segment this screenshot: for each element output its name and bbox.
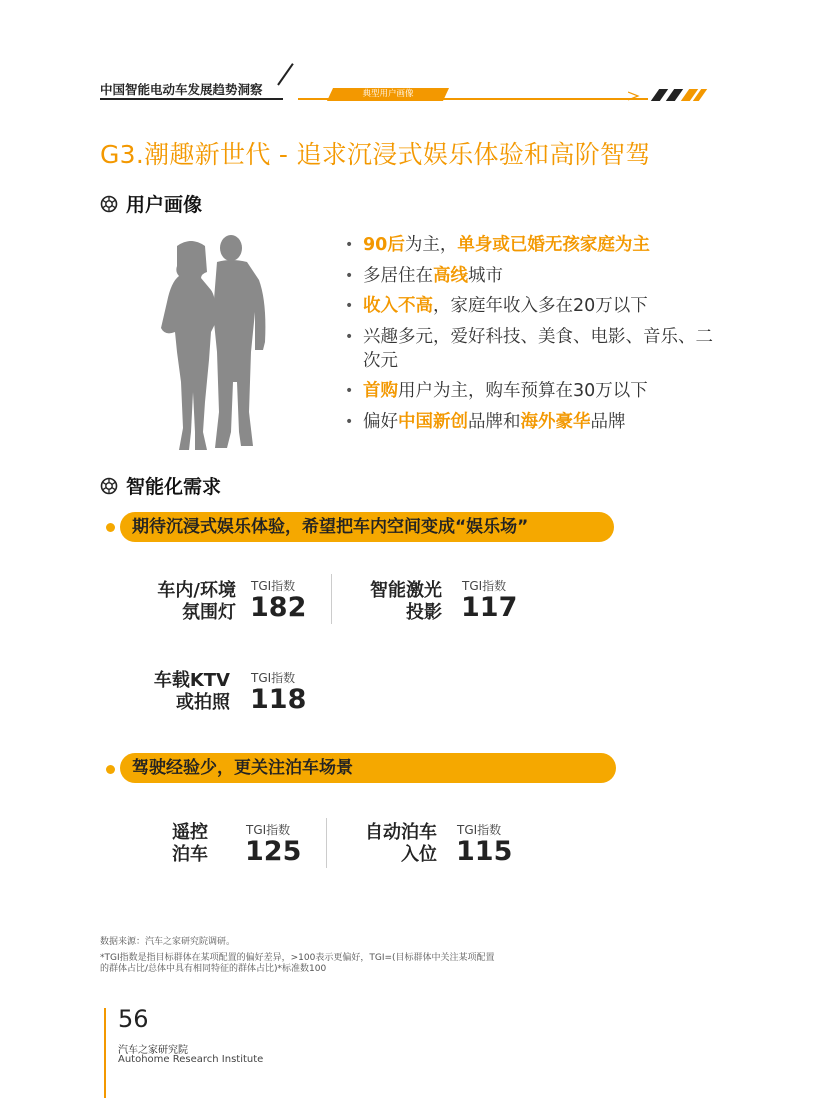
feature-label-line: 遥控 [172,822,208,843]
feature-label-line: 自动泊车 [365,822,437,843]
header-rule-slash [277,63,294,85]
tgi-value: 117 [461,592,518,623]
report-title: 中国智能电动车发展趋势洞察 [100,82,263,97]
feature-label [340,580,442,624]
tgi-caption: TGI指数 [246,823,291,837]
list-item [343,410,723,434]
feature-label-line: 车内/环境 [157,580,236,601]
feature-label-line: 泊车 [172,844,208,865]
bullet-text: 城市 [468,265,503,286]
section-heading-persona [100,190,202,217]
feature-label-line: 或拍照 [176,692,230,713]
need-pill-label: 驾驶经验少，更关注泊车场景 [132,758,353,778]
section-heading-label: 智能化需求 [126,476,222,498]
feature-label-line: 入位 [401,844,437,865]
feature-label-line: 智能激光 [370,580,442,601]
tgi-definition-note: 的群体占比/总体中具有相同特征的群体占比)*标准数100 [100,964,327,974]
bullet-text: 多居住在 [363,265,433,286]
tgi-value: 182 [250,592,307,623]
aperture-icon [100,195,118,213]
bullet-text: 兴趣多元，爱好科技、美食、电影、音乐、二次元 [363,326,713,371]
tgi-definition-note: *TGI指数是指目标群体在某项配置的偏好差异，>100表示更偏好，TGI=(目标群体中关注某项配置 [100,953,495,963]
feature-label [130,580,236,624]
page-title: G3.潮趣新世代 - 追求沉浸式娱乐体验和高阶智驾 [100,140,651,169]
data-source-note: 数据来源：汽车之家研究院调研。 [100,937,236,947]
tgi-value: 118 [250,684,307,715]
highlight-text: 高线 [433,265,468,286]
list-item [343,233,723,257]
need-pill-label: 期待沉浸式娱乐体验，希望把车内空间变成“娱乐场” [132,517,529,537]
tgi-caption: TGI指数 [251,579,296,593]
bullet-text: 品牌 [590,411,626,432]
list-item [343,325,723,373]
feature-label [340,822,437,866]
feature-label-line: 车载KTV [153,670,230,691]
feature-label [130,822,208,866]
section-heading-needs [100,472,221,499]
divider [326,818,327,868]
couple-silhouette-image [155,232,275,454]
feature-label-line: 投影 [406,602,442,623]
section-tag: 典型用户画像 [362,89,414,99]
list-item [343,294,723,318]
aperture-icon [100,477,118,495]
tgi-caption: TGI指数 [462,579,507,593]
page-number: 56 [118,1005,149,1033]
list-item [343,264,723,288]
tgi-caption: TGI指数 [457,823,502,837]
bullet-dot [106,523,115,532]
section-heading-label: 用户画像 [126,194,203,216]
org-name-cn: 汽车之家研究院 [118,1045,188,1056]
feature-label [130,670,230,714]
highlight-text: 90后 [363,235,405,255]
divider [331,574,332,624]
highlight-text: 中国新创 [398,411,468,432]
tgi-value: 115 [456,836,513,867]
header-rule-dark [100,98,283,100]
header-arrow-icon [628,90,642,102]
bullet-dot [106,765,115,774]
feature-label-line: 氛围灯 [182,602,236,623]
highlight-text: 收入不高 [363,296,433,316]
bullet-text: ，家庭年收入多在20万以下 [433,296,648,316]
tgi-value: 125 [245,836,302,867]
bullet-text: 为主， [404,235,458,255]
bullet-text: 用户为主，购车预算在30万以下 [398,381,648,401]
highlight-text: 首购 [363,381,398,401]
bullet-text: 品牌和 [468,411,521,432]
org-name-en: Autohome Research Institute [118,1054,264,1065]
page-footer-rule [104,1008,106,1098]
highlight-text: 单身或已婚无孩家庭为主 [457,235,650,255]
list-item [343,379,723,403]
tgi-caption: TGI指数 [251,671,296,685]
highlight-text: 海外豪华 [520,411,591,432]
persona-bullet-list [343,233,723,440]
bullet-text: 偏好 [363,411,398,432]
